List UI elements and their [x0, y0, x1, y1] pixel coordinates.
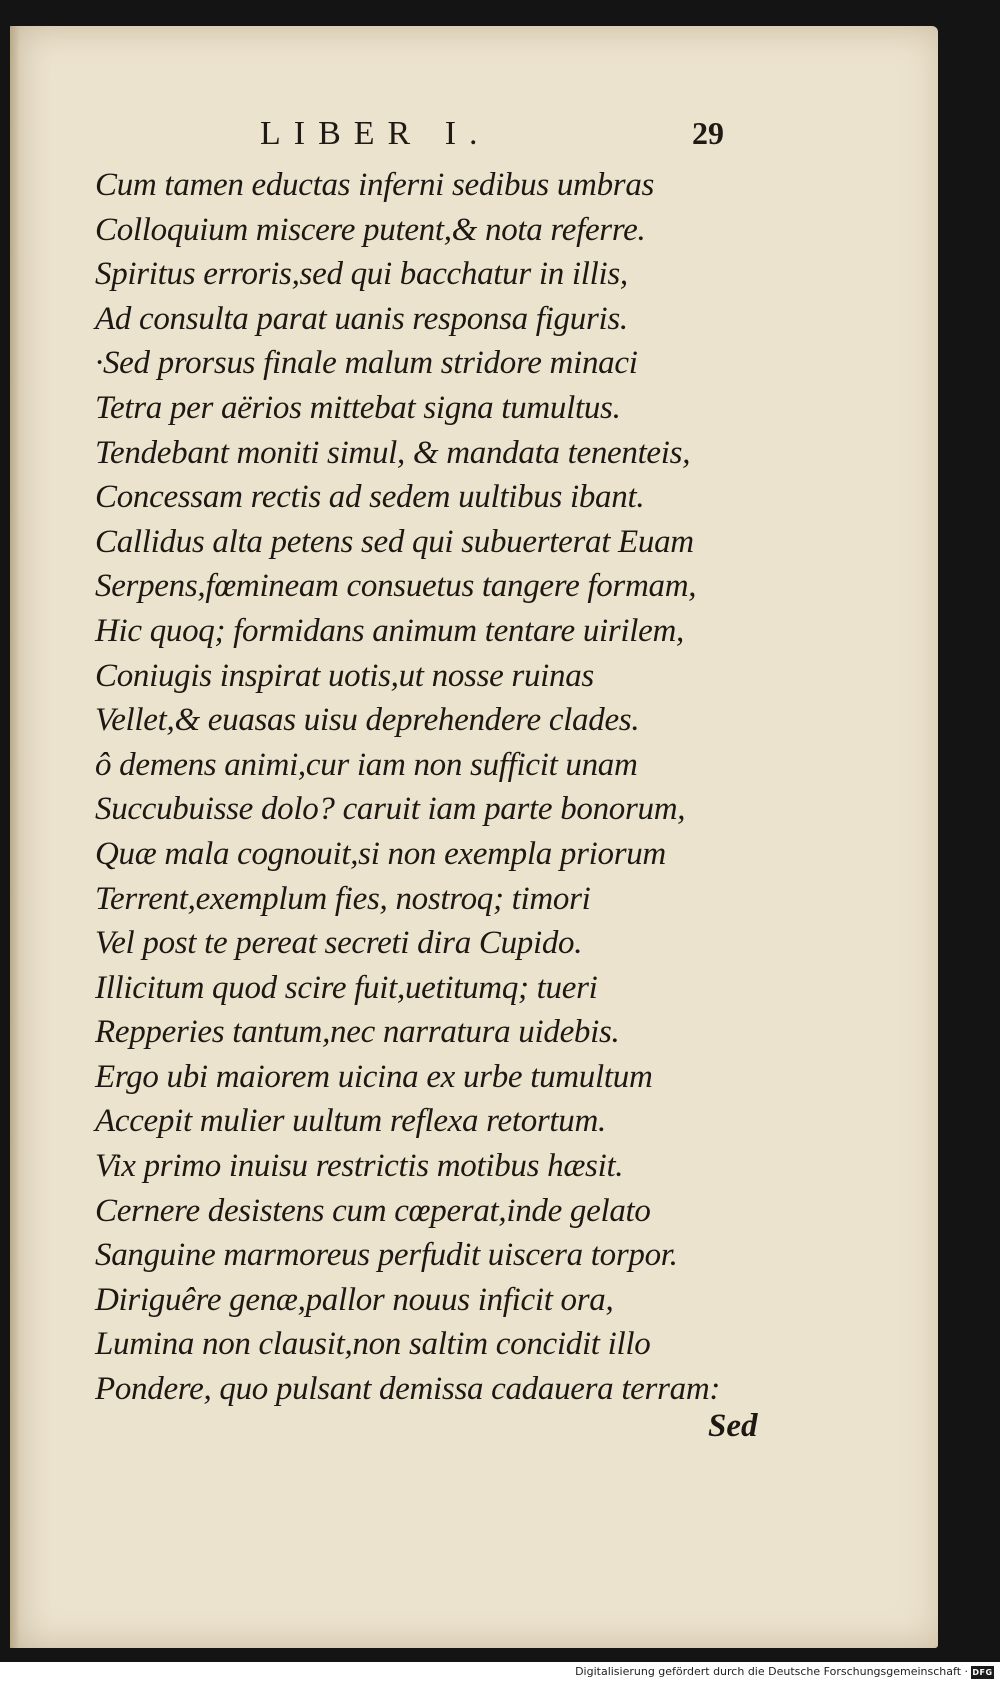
catchword: Sed: [708, 1408, 758, 1444]
verse-line: Vel post te pereat secreti dira Cupido.: [95, 925, 583, 962]
verse-line: Illicitum quod scire fuit,uetitumq; tueri: [95, 969, 598, 1006]
verse-line: Tendebant moniti simul, & mandata tenenteis,: [95, 434, 691, 471]
verse-line: Cernere desistens cum cœperat,inde gelato: [95, 1192, 651, 1229]
verse-line: Callidus alta petens sed qui subuerterat Euam: [95, 523, 694, 560]
verse-line: Vix primo inuisu restrictis motibus hæsit.: [95, 1148, 624, 1185]
verse-line: Sanguine marmoreus perfudit uiscera torpor.: [95, 1237, 678, 1274]
verse-line: Colloquium miscere putent,& nota referre.: [95, 211, 646, 248]
footer-bar: [0, 1662, 1000, 1684]
dfg-logo: DFG: [972, 1668, 993, 1677]
verse-line: Tetra per aërios mittebat signa tumultus.: [95, 389, 621, 426]
verse-line: Pondere, quo pulsant demissa cadauera terram:: [95, 1371, 721, 1408]
verse-line: Vellet,& euasas uisu deprehendere clades.: [95, 702, 640, 739]
verse-line: Coniugis inspirat uotis,ut nosse ruinas: [95, 657, 594, 694]
verse-line: ô demens animi,cur iam non sufficit unam: [95, 746, 638, 783]
page-number: 29: [692, 115, 724, 151]
verse-line: Repperies tantum,nec narratura uidebis.: [95, 1014, 620, 1051]
verse-line: Succubuisse dolo? caruit iam parte bonorum,: [95, 791, 686, 828]
verse-line: Ad consulta parat uanis responsa figuris.: [95, 300, 628, 337]
verse-line: Serpens,fœmineam consuetus tangere formam,: [95, 568, 697, 605]
verse-line: Diriguêre genæ,pallor nouus inficit ora,: [95, 1281, 614, 1318]
verse-line: Quæ mala cognouit,si non exempla priorum: [95, 835, 666, 872]
running-head-title: LIBER I.: [260, 115, 491, 152]
verse-line: ·Sed prorsus finale malum stridore minaci: [95, 345, 638, 382]
running-head: [0, 115, 1000, 163]
verse-line: Cum tamen eductas inferni sedibus umbras: [95, 167, 655, 203]
verse-line: Ergo ubi maiorem uicina ex urbe tumultum: [95, 1058, 653, 1095]
verse-line: Terrent,exemplum fies, nostroq; timori: [95, 880, 591, 917]
verse-line: Spiritus erroris,sed qui bacchatur in illis,: [95, 256, 628, 293]
verse-text-block: [0, 163, 1000, 1412]
verse-line: Concessam rectis ad sedem uultibus ibant.: [95, 479, 645, 516]
funding-credit: Digitalisierung gefördert durch die Deutsche Forschungsgemeinschaft ·: [575, 1665, 968, 1678]
verse-line: Hic quoq; formidans animum tentare uirilem,: [95, 612, 684, 649]
verse-line: Lumina non clausit,non saltim concidit illo: [95, 1326, 651, 1363]
verse-line: Accepit mulier uultum reflexa retortum.: [95, 1103, 606, 1140]
